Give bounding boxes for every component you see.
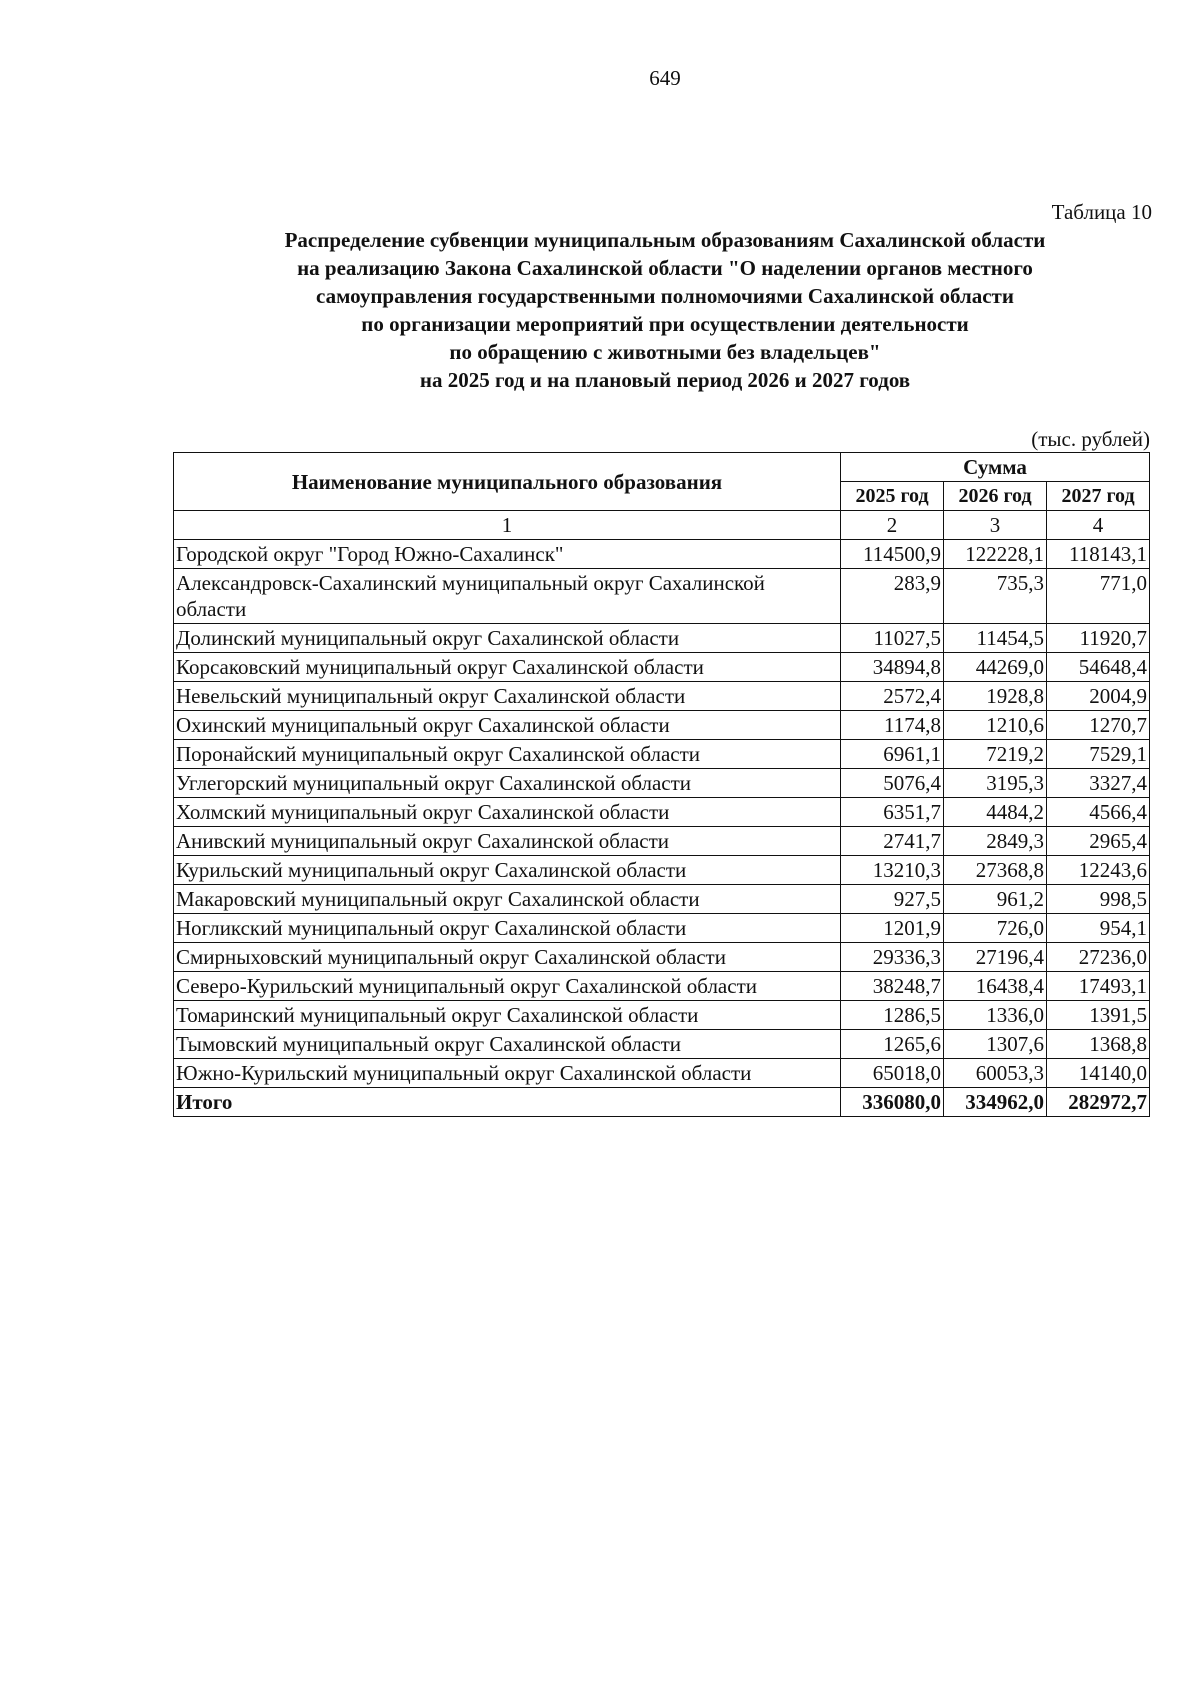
municipality-name: Долинский муниципальный округ Сахалинской области (174, 624, 841, 653)
total-label: Итого (174, 1088, 841, 1117)
column-number: 3 (944, 511, 1047, 540)
page-number: 649 (649, 66, 681, 90)
value-2026: 1336,0 (944, 1001, 1047, 1030)
municipality-name: Корсаковский муниципальный округ Сахалинской области (174, 653, 841, 682)
municipality-name: Ногликский муниципальный округ Сахалинской области (174, 914, 841, 943)
value-2027: 1391,5 (1047, 1001, 1150, 1030)
municipality-name: Южно-Курильский муниципальный округ Сахалинской области (174, 1059, 841, 1088)
municipality-name: Холмский муниципальный округ Сахалинской области (174, 798, 841, 827)
value-2027: 12243,6 (1047, 856, 1150, 885)
value-2027: 998,5 (1047, 885, 1150, 914)
title-line: самоуправления государственными полномочиями Сахалинской области (316, 284, 1014, 308)
table-row (174, 914, 1150, 943)
municipality-name: Макаровский муниципальный округ Сахалинской области (174, 885, 841, 914)
value-2025: 65018,0 (841, 1059, 944, 1088)
municipality-name: Углегорский муниципальный округ Сахалинской области (174, 769, 841, 798)
municipality-name: Анивский муниципальный округ Сахалинской области (174, 827, 841, 856)
total-row (174, 1088, 1150, 1117)
total-2026: 334962,0 (944, 1088, 1047, 1117)
value-2025: 283,9 (841, 569, 944, 624)
value-2027: 771,0 (1047, 569, 1150, 624)
municipality-name: Курильский муниципальный округ Сахалинской области (174, 856, 841, 885)
table-row (174, 827, 1150, 856)
value-2025: 6961,1 (841, 740, 944, 769)
value-2027: 3327,4 (1047, 769, 1150, 798)
title-line: Распределение субвенции муниципальным образованиям Сахалинской области (284, 228, 1046, 252)
value-2027: 4566,4 (1047, 798, 1150, 827)
value-2025: 38248,7 (841, 972, 944, 1001)
value-2025: 1286,5 (841, 1001, 944, 1030)
municipality-name: Смирныховский муниципальный округ Сахалинской области (174, 943, 841, 972)
value-2026: 44269,0 (944, 653, 1047, 682)
value-2025: 1265,6 (841, 1030, 944, 1059)
municipality-name: Томаринский муниципальный округ Сахалинской области (174, 1001, 841, 1030)
subvention-table (173, 452, 1150, 1117)
table-row (174, 885, 1150, 914)
value-2027: 7529,1 (1047, 740, 1150, 769)
table-row (174, 711, 1150, 740)
value-2025: 114500,9 (841, 540, 944, 569)
value-2027: 1368,8 (1047, 1030, 1150, 1059)
municipality-name: Северо-Курильский муниципальный округ Сахалинской области (174, 972, 841, 1001)
table-row (174, 769, 1150, 798)
column-number: 1 (174, 511, 841, 540)
table-number: Таблица 10 (1051, 200, 1152, 224)
title-line: на 2025 год и на плановый период 2026 и 2027 годов (419, 368, 911, 392)
value-2026: 16438,4 (944, 972, 1047, 1001)
table-row (174, 653, 1150, 682)
municipality-name: Охинский муниципальный округ Сахалинской области (174, 711, 841, 740)
table-row (174, 1030, 1150, 1059)
value-2025: 1201,9 (841, 914, 944, 943)
value-2026: 4484,2 (944, 798, 1047, 827)
municipality-name: Поронайский муниципальный округ Сахалинской области (174, 740, 841, 769)
table-row (174, 1059, 1150, 1088)
value-2027: 2965,4 (1047, 827, 1150, 856)
value-2025: 34894,8 (841, 653, 944, 682)
value-2026: 3195,3 (944, 769, 1047, 798)
value-2026: 11454,5 (944, 624, 1047, 653)
header-year-2025: 2025 год (841, 482, 944, 511)
table-row (174, 569, 1150, 624)
municipality-name: Тымовский муниципальный округ Сахалинской области (174, 1030, 841, 1059)
table-row (174, 540, 1150, 569)
table-row (174, 856, 1150, 885)
value-2025: 13210,3 (841, 856, 944, 885)
value-2025: 927,5 (841, 885, 944, 914)
value-2026: 735,3 (944, 569, 1047, 624)
table-row (174, 624, 1150, 653)
header-sum: Сумма (841, 453, 1150, 482)
value-2026: 27196,4 (944, 943, 1047, 972)
table-row (174, 740, 1150, 769)
table-row (174, 682, 1150, 711)
value-2026: 60053,3 (944, 1059, 1047, 1088)
value-2025: 2741,7 (841, 827, 944, 856)
value-2026: 1210,6 (944, 711, 1047, 740)
total-2027: 282972,7 (1047, 1088, 1150, 1117)
value-2027: 17493,1 (1047, 972, 1150, 1001)
table-row (174, 1001, 1150, 1030)
value-2025: 11027,5 (841, 624, 944, 653)
value-2025: 5076,4 (841, 769, 944, 798)
table-row (174, 943, 1150, 972)
value-2026: 7219,2 (944, 740, 1047, 769)
header-year-2026: 2026 год (944, 482, 1047, 511)
value-2027: 27236,0 (1047, 943, 1150, 972)
units-label: (тыс. рублей) (1031, 427, 1150, 451)
table-row (174, 972, 1150, 1001)
value-2027: 54648,4 (1047, 653, 1150, 682)
municipality-name: Городской округ "Город Южно-Сахалинск" (174, 540, 841, 569)
header-name: Наименование муниципального образования (174, 453, 841, 511)
value-2026: 1928,8 (944, 682, 1047, 711)
document-title (150, 226, 1180, 394)
value-2027: 2004,9 (1047, 682, 1150, 711)
municipality-name: Александровск-Сахалинский муниципальный округ Сахалинской области (174, 569, 841, 624)
title-line: по организации мероприятий при осуществлении деятельности (361, 312, 969, 336)
column-number: 2 (841, 511, 944, 540)
value-2025: 29336,3 (841, 943, 944, 972)
value-2025: 1174,8 (841, 711, 944, 740)
table-row (174, 798, 1150, 827)
value-2027: 954,1 (1047, 914, 1150, 943)
value-2026: 726,0 (944, 914, 1047, 943)
title-line: на реализацию Закона Сахалинской области "О наделении органов местного (297, 256, 1033, 280)
value-2026: 27368,8 (944, 856, 1047, 885)
value-2026: 1307,6 (944, 1030, 1047, 1059)
value-2027: 11920,7 (1047, 624, 1150, 653)
value-2026: 122228,1 (944, 540, 1047, 569)
value-2027: 1270,7 (1047, 711, 1150, 740)
value-2026: 2849,3 (944, 827, 1047, 856)
header-year-2027: 2027 год (1047, 482, 1150, 511)
total-2025: 336080,0 (841, 1088, 944, 1117)
value-2026: 961,2 (944, 885, 1047, 914)
value-2025: 2572,4 (841, 682, 944, 711)
value-2027: 14140,0 (1047, 1059, 1150, 1088)
title-line: по обращению с животными без владельцев" (449, 340, 881, 364)
value-2025: 6351,7 (841, 798, 944, 827)
column-number: 4 (1047, 511, 1150, 540)
value-2027: 118143,1 (1047, 540, 1150, 569)
municipality-name: Невельский муниципальный округ Сахалинской области (174, 682, 841, 711)
